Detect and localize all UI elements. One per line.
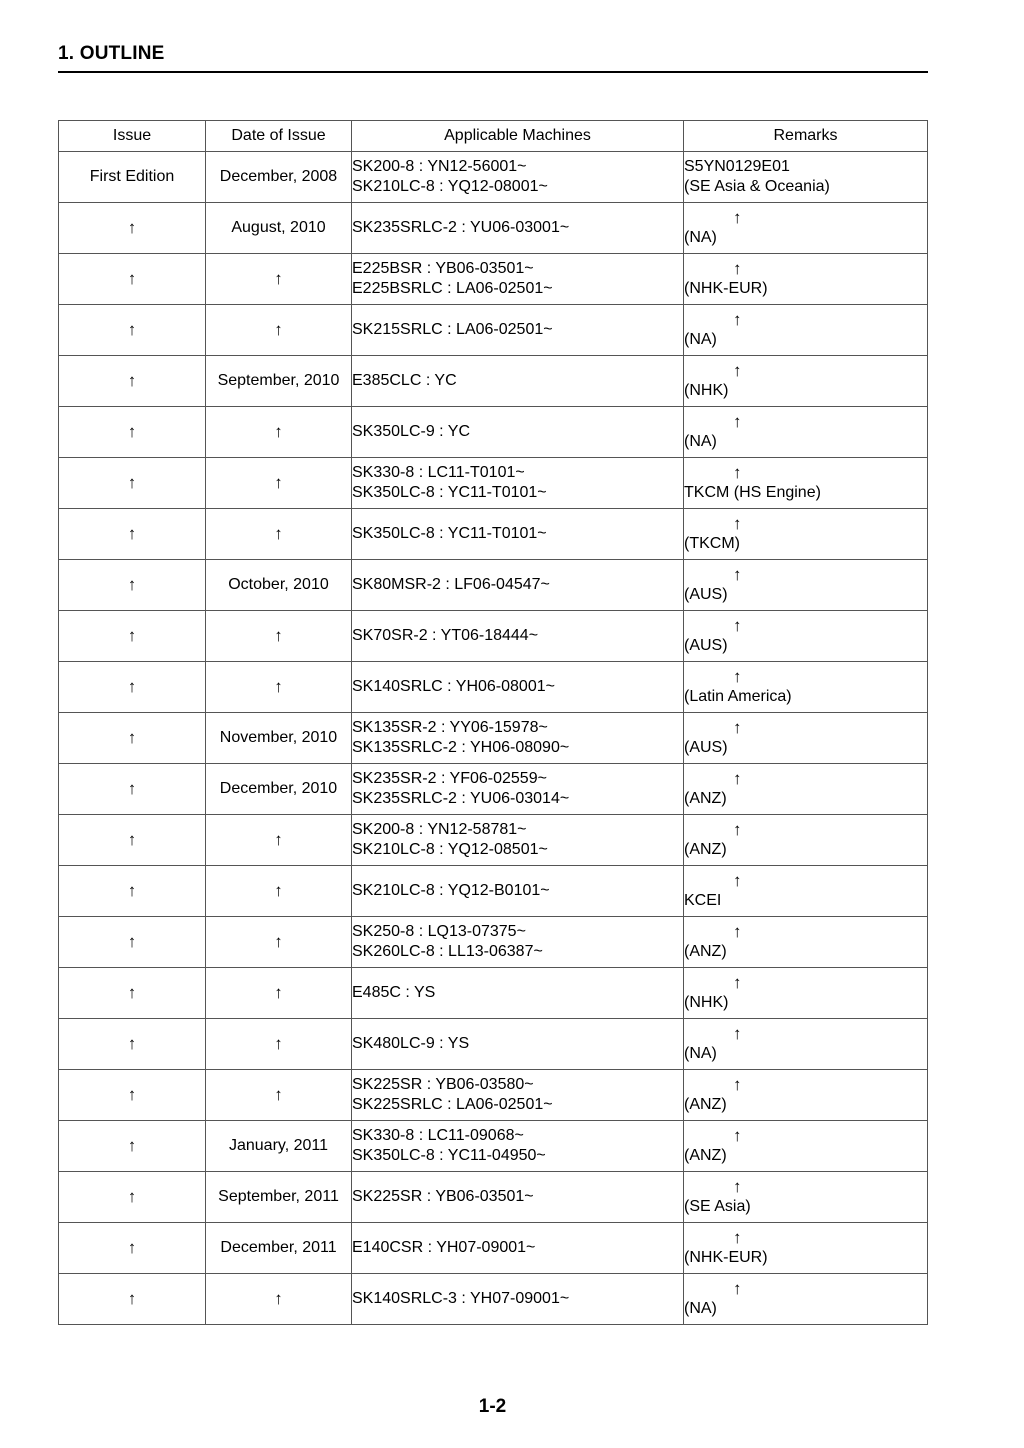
remark-text: (AUS) — [684, 637, 728, 654]
cell-issue — [59, 254, 206, 305]
date-text: ↑ — [274, 1288, 283, 1308]
ditto-arrow-icon: ↑ — [733, 463, 742, 482]
cell-issue — [59, 866, 206, 917]
cell-remarks — [684, 1274, 928, 1325]
remark-text: (NA) — [684, 1045, 717, 1062]
cell-applicable-machines — [352, 1172, 684, 1223]
cell-date-of-issue — [206, 866, 352, 917]
cell-date-of-issue — [206, 560, 352, 611]
ditto-arrow-icon: ↑ — [733, 565, 742, 584]
cell-applicable-machines — [352, 1019, 684, 1070]
cell-issue — [59, 713, 206, 764]
cell-issue — [59, 305, 206, 356]
ditto-arrow-icon: ↑ — [733, 310, 742, 329]
machine-entry: SK350LC-8 : YC11-04950~ — [352, 1147, 546, 1164]
ditto-arrow-icon: ↑ — [733, 1177, 742, 1196]
cell-applicable-machines — [352, 968, 684, 1019]
date-text: January, 2011 — [228, 1137, 329, 1154]
table-row — [59, 764, 928, 815]
machine-entry: SK225SR : YB06-03501~ — [352, 1188, 534, 1205]
cell-issue — [59, 1070, 206, 1121]
cell-remarks — [684, 152, 928, 203]
cell-applicable-machines — [352, 917, 684, 968]
machine-entry: SK80MSR-2 : LF06-04547~ — [352, 576, 550, 593]
machine-entry: SK215SRLC : LA06-02501~ — [352, 321, 553, 338]
cell-issue — [59, 1172, 206, 1223]
cell-applicable-machines — [352, 866, 684, 917]
cell-date-of-issue — [206, 1223, 352, 1274]
issue-text: ↑ — [127, 829, 137, 849]
table-row — [59, 254, 928, 305]
issue-text: ↑ — [127, 319, 137, 339]
ditto-arrow-icon: ↑ — [733, 871, 742, 890]
ditto-arrow-icon: ↑ — [733, 1228, 742, 1247]
cell-issue — [59, 764, 206, 815]
machine-entry: SK330-8 : LC11-T0101~ — [352, 464, 525, 481]
cell-applicable-machines — [352, 407, 684, 458]
date-text: ↑ — [274, 829, 283, 849]
machine-entry: SK200-8 : YN12-56001~ — [352, 158, 527, 175]
issue-text: ↑ — [127, 1288, 137, 1308]
table-row — [59, 1274, 928, 1325]
cell-remarks — [684, 1019, 928, 1070]
ditto-arrow-icon: ↑ — [733, 973, 742, 992]
date-text: September, 2011 — [218, 1188, 339, 1205]
remark-text: (ANZ) — [684, 1147, 727, 1164]
machine-entry: SK135SR-2 : YY06-15978~ — [352, 719, 548, 736]
date-text: ↑ — [274, 982, 283, 1002]
remark-text: (AUS) — [684, 586, 728, 603]
date-text: ↑ — [274, 523, 283, 543]
cell-issue — [59, 815, 206, 866]
cell-remarks — [684, 662, 928, 713]
date-text: December, 2011 — [220, 1239, 337, 1256]
machine-entry: E225BSR : YB06-03501~ — [352, 260, 534, 277]
table-row — [59, 611, 928, 662]
cell-remarks — [684, 611, 928, 662]
date-text: ↑ — [274, 931, 283, 951]
header-remarks: Remarks — [684, 121, 928, 152]
machine-entry: SK225SR : YB06-03580~ — [352, 1076, 534, 1093]
table-row — [59, 203, 928, 254]
remark-text: (ANZ) — [684, 841, 727, 858]
issue-text: ↑ — [127, 1237, 137, 1257]
cell-issue — [59, 1019, 206, 1070]
heading-divider — [58, 71, 928, 73]
cell-remarks — [684, 458, 928, 509]
machine-entry: SK235SR-2 : YF06-02559~ — [352, 770, 547, 787]
ditto-arrow-icon: ↑ — [733, 1279, 742, 1298]
issue-text: ↑ — [127, 574, 137, 594]
table-row — [59, 866, 928, 917]
remark-text: (SE Asia & Oceania) — [684, 178, 830, 195]
issue-text: ↑ — [127, 268, 137, 288]
issue-text: ↑ — [127, 370, 137, 390]
cell-date-of-issue — [206, 356, 352, 407]
date-text: ↑ — [274, 625, 283, 645]
cell-date-of-issue — [206, 407, 352, 458]
issue-text: ↑ — [127, 472, 137, 492]
machine-entry: SK200-8 : YN12-58781~ — [352, 821, 527, 838]
issue-text: ↑ — [127, 523, 137, 543]
cell-date-of-issue — [206, 203, 352, 254]
date-text: ↑ — [274, 676, 283, 696]
table-row — [59, 968, 928, 1019]
machine-entry: SK210LC-8 : YQ12-08501~ — [352, 841, 548, 858]
cell-remarks — [684, 764, 928, 815]
cell-remarks — [684, 917, 928, 968]
date-text: ↑ — [274, 1033, 283, 1053]
cell-date-of-issue — [206, 1172, 352, 1223]
table-row — [59, 815, 928, 866]
table-header-row — [59, 121, 928, 152]
header-issue: Issue — [59, 121, 206, 152]
issue-text: ↑ — [127, 217, 137, 237]
table-row — [59, 1121, 928, 1172]
cell-issue — [59, 1223, 206, 1274]
ditto-arrow-icon: ↑ — [733, 1126, 742, 1145]
date-text: December, 2008 — [219, 168, 338, 185]
cell-issue — [59, 458, 206, 509]
remark-text: S5YN0129E01 — [684, 158, 790, 175]
date-text: October, 2010 — [228, 576, 329, 593]
cell-applicable-machines — [352, 1121, 684, 1172]
cell-applicable-machines — [352, 662, 684, 713]
cell-issue — [59, 560, 206, 611]
remark-text: (NHK-EUR) — [684, 280, 768, 297]
issue-text: ↑ — [127, 625, 137, 645]
table-row — [59, 917, 928, 968]
ditto-arrow-icon: ↑ — [733, 208, 742, 227]
remark-text: (ANZ) — [684, 1096, 727, 1113]
cell-applicable-machines — [352, 764, 684, 815]
issue-text: ↑ — [127, 931, 137, 951]
machine-entry: SK350LC-9 : YC — [352, 423, 470, 440]
ditto-arrow-icon: ↑ — [733, 361, 742, 380]
cell-remarks — [684, 968, 928, 1019]
revision-history-table — [58, 120, 928, 1325]
cell-issue — [59, 1274, 206, 1325]
remark-text: (AUS) — [684, 739, 728, 756]
machine-entry: SK210LC-8 : YQ12-B0101~ — [352, 882, 550, 899]
date-text: December, 2010 — [219, 780, 338, 797]
issue-text: ↑ — [127, 778, 137, 798]
machine-entry: SK330-8 : LC11-09068~ — [352, 1127, 524, 1144]
cell-applicable-machines — [352, 560, 684, 611]
cell-applicable-machines — [352, 1223, 684, 1274]
machine-entry: SK140SRLC-3 : YH07-09001~ — [352, 1290, 570, 1307]
remark-text: (NHK-EUR) — [684, 1249, 768, 1266]
cell-applicable-machines — [352, 1274, 684, 1325]
cell-issue — [59, 917, 206, 968]
cell-applicable-machines — [352, 815, 684, 866]
cell-remarks — [684, 815, 928, 866]
cell-issue — [59, 968, 206, 1019]
remark-text: (ANZ) — [684, 790, 727, 807]
remark-text: (NA) — [684, 1300, 717, 1317]
issue-text: ↑ — [127, 880, 137, 900]
table-row — [59, 662, 928, 713]
cell-date-of-issue — [206, 815, 352, 866]
cell-date-of-issue — [206, 662, 352, 713]
issue-text: ↑ — [127, 1033, 137, 1053]
machine-entry: SK350LC-8 : YC11-T0101~ — [352, 525, 547, 542]
ditto-arrow-icon: ↑ — [733, 412, 742, 431]
cell-remarks — [684, 1172, 928, 1223]
table-row — [59, 560, 928, 611]
table-row — [59, 305, 928, 356]
date-text: ↑ — [274, 268, 283, 288]
cell-date-of-issue — [206, 152, 352, 203]
ditto-arrow-icon: ↑ — [733, 922, 742, 941]
date-text: ↑ — [274, 421, 283, 441]
cell-applicable-machines — [352, 305, 684, 356]
cell-applicable-machines — [352, 356, 684, 407]
issue-text: ↑ — [127, 1186, 137, 1206]
cell-remarks — [684, 509, 928, 560]
cell-date-of-issue — [206, 764, 352, 815]
remark-text: KCEI — [684, 892, 722, 909]
date-text: ↑ — [274, 1084, 283, 1104]
date-text: ↑ — [274, 880, 283, 900]
machine-entry: SK140SRLC : YH06-08001~ — [352, 678, 555, 695]
remark-text: (NA) — [684, 433, 717, 450]
remark-text: TKCM (HS Engine) — [684, 484, 821, 501]
cell-date-of-issue — [206, 305, 352, 356]
machine-entry: SK135SRLC-2 : YH06-08090~ — [352, 739, 570, 756]
machine-entry: E485C : YS — [352, 984, 436, 1001]
date-text: September, 2010 — [217, 372, 340, 389]
cell-applicable-machines — [352, 1070, 684, 1121]
remark-text: (NA) — [684, 331, 717, 348]
table-row — [59, 1223, 928, 1274]
table-row — [59, 458, 928, 509]
remark-text: (NA) — [684, 229, 717, 246]
cell-applicable-machines — [352, 203, 684, 254]
cell-date-of-issue — [206, 509, 352, 560]
cell-remarks — [684, 356, 928, 407]
cell-remarks — [684, 866, 928, 917]
machine-entry: SK235SRLC-2 : YU06-03014~ — [352, 790, 570, 807]
cell-date-of-issue — [206, 713, 352, 764]
remark-text: (SE Asia) — [684, 1198, 751, 1215]
remark-text: (ANZ) — [684, 943, 727, 960]
cell-applicable-machines — [352, 509, 684, 560]
cell-applicable-machines — [352, 458, 684, 509]
cell-issue — [59, 662, 206, 713]
section-title: 1. OUTLINE — [58, 43, 165, 64]
cell-issue — [59, 611, 206, 662]
cell-remarks — [684, 407, 928, 458]
table-row — [59, 1172, 928, 1223]
machine-entry: E140CSR : YH07-09001~ — [352, 1239, 536, 1256]
cell-issue — [59, 509, 206, 560]
cell-remarks — [684, 1070, 928, 1121]
cell-issue — [59, 1121, 206, 1172]
cell-date-of-issue — [206, 1070, 352, 1121]
cell-date-of-issue — [206, 917, 352, 968]
cell-remarks — [684, 560, 928, 611]
cell-issue — [59, 152, 206, 203]
ditto-arrow-icon: ↑ — [733, 718, 742, 737]
table-row — [59, 152, 928, 203]
cell-remarks — [684, 305, 928, 356]
table-body — [59, 152, 928, 1325]
ditto-arrow-icon: ↑ — [733, 820, 742, 839]
cell-date-of-issue — [206, 1121, 352, 1172]
header-applicable-machines: Applicable Machines — [352, 121, 684, 152]
cell-applicable-machines — [352, 254, 684, 305]
table-row — [59, 356, 928, 407]
machine-entry: SK210LC-8 : YQ12-08001~ — [352, 178, 548, 195]
date-text: ↑ — [274, 472, 283, 492]
machine-entry: SK235SRLC-2 : YU06-03001~ — [352, 219, 570, 236]
header-date-of-issue: Date of Issue — [206, 121, 352, 152]
cell-applicable-machines — [352, 611, 684, 662]
remark-text: (NHK) — [684, 382, 729, 399]
cell-applicable-machines — [352, 152, 684, 203]
issue-text: First Edition — [89, 168, 175, 185]
ditto-arrow-icon: ↑ — [733, 769, 742, 788]
cell-remarks — [684, 254, 928, 305]
cell-issue — [59, 407, 206, 458]
issue-text: ↑ — [127, 727, 137, 747]
cell-date-of-issue — [206, 1019, 352, 1070]
cell-applicable-machines — [352, 713, 684, 764]
machine-entry: SK250-8 : LQ13-07375~ — [352, 923, 526, 940]
cell-issue — [59, 203, 206, 254]
table-row — [59, 1019, 928, 1070]
ditto-arrow-icon: ↑ — [733, 259, 742, 278]
ditto-arrow-icon: ↑ — [733, 1024, 742, 1043]
cell-remarks — [684, 713, 928, 764]
cell-remarks — [684, 1121, 928, 1172]
date-text: August, 2010 — [231, 219, 326, 236]
table-row — [59, 1070, 928, 1121]
ditto-arrow-icon: ↑ — [733, 1075, 742, 1094]
issue-text: ↑ — [127, 982, 137, 1002]
issue-text: ↑ — [127, 1135, 137, 1155]
table-row — [59, 713, 928, 764]
date-text: ↑ — [274, 319, 283, 339]
cell-date-of-issue — [206, 458, 352, 509]
machine-entry: SK350LC-8 : YC11-T0101~ — [352, 484, 547, 501]
cell-issue — [59, 356, 206, 407]
remark-text: (TKCM) — [684, 535, 740, 552]
cell-date-of-issue — [206, 968, 352, 1019]
machine-entry: SK260LC-8 : LL13-06387~ — [352, 943, 543, 960]
machine-entry: SK70SR-2 : YT06-18444~ — [352, 627, 539, 644]
table-row — [59, 407, 928, 458]
remark-text: (Latin America) — [684, 688, 792, 705]
date-text: November, 2010 — [219, 729, 338, 746]
machine-entry: SK225SRLC : LA06-02501~ — [352, 1096, 553, 1113]
cell-date-of-issue — [206, 254, 352, 305]
cell-remarks — [684, 203, 928, 254]
issue-text: ↑ — [127, 421, 137, 441]
ditto-arrow-icon: ↑ — [733, 514, 742, 533]
issue-text: ↑ — [127, 1084, 137, 1104]
machine-entry: E385CLC : YC — [352, 372, 457, 389]
ditto-arrow-icon: ↑ — [733, 667, 742, 686]
table-row — [59, 509, 928, 560]
machine-entry: E225BSRLC : LA06-02501~ — [352, 280, 553, 297]
cell-date-of-issue — [206, 1274, 352, 1325]
machine-entry: SK480LC-9 : YS — [352, 1035, 470, 1052]
issue-text: ↑ — [127, 676, 137, 696]
cell-date-of-issue — [206, 611, 352, 662]
ditto-arrow-icon: ↑ — [733, 616, 742, 635]
remark-text: (NHK) — [684, 994, 729, 1011]
cell-remarks — [684, 1223, 928, 1274]
page-number: 1-2 — [478, 1396, 507, 1417]
